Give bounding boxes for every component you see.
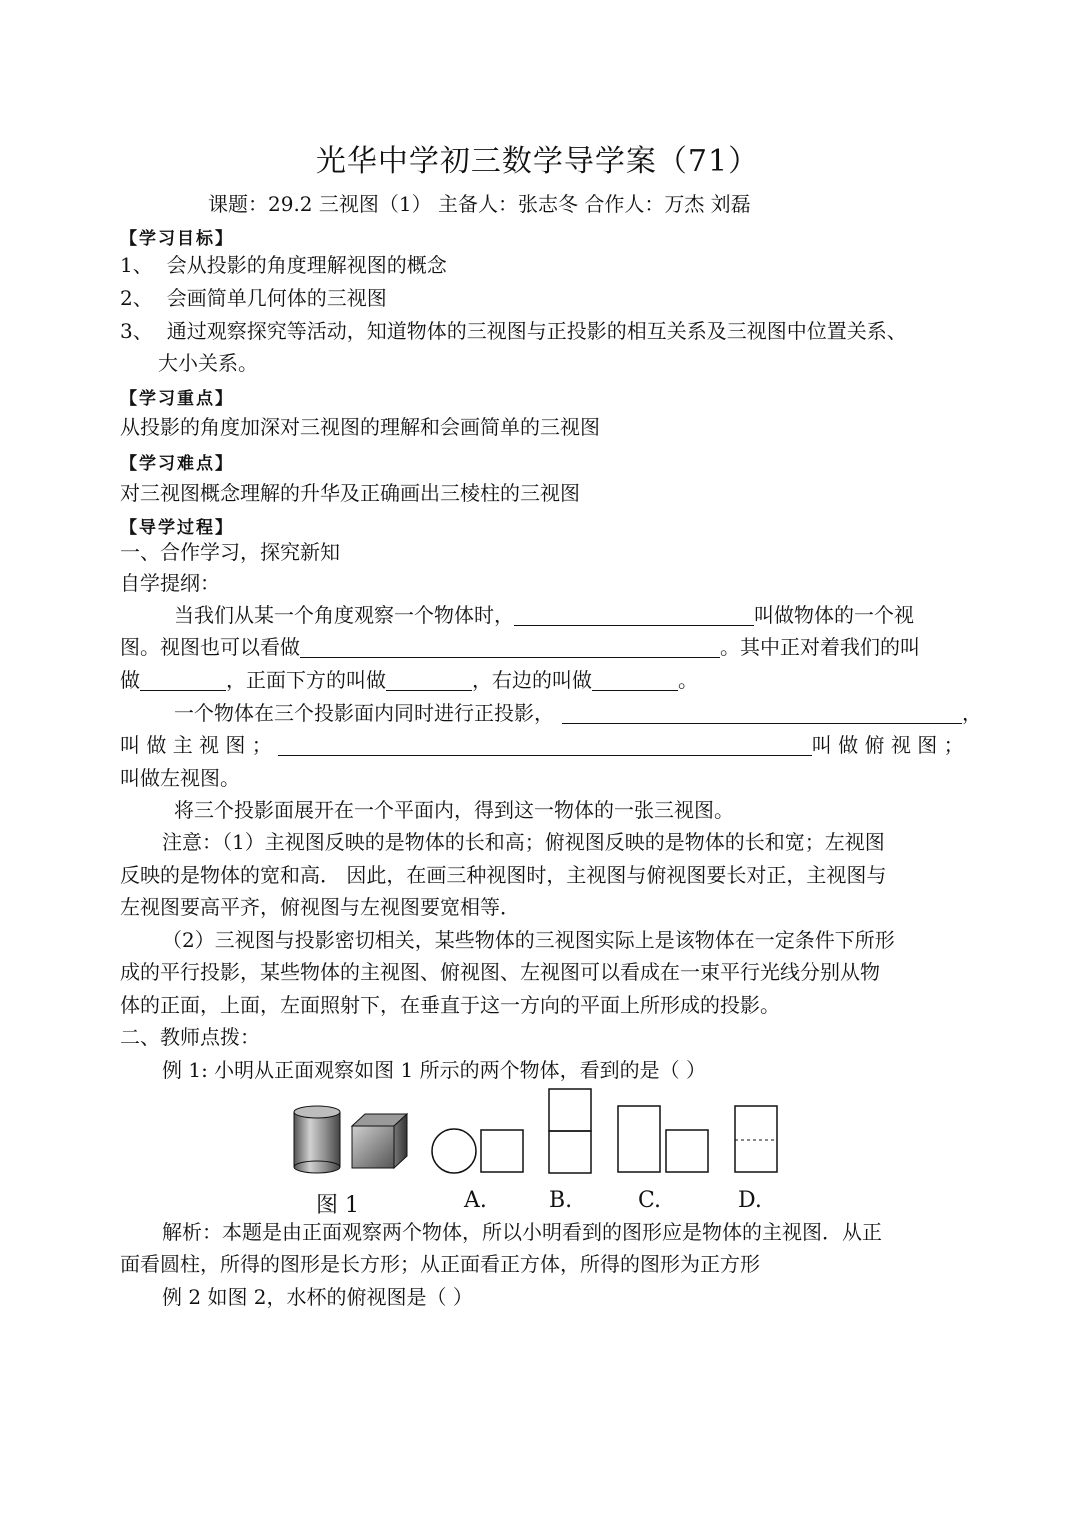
option-d-label[interactable]: D. bbox=[738, 1188, 762, 1213]
option-b-figure bbox=[549, 1089, 591, 1173]
part1-heading: 一、合作学习，探究新知 bbox=[120, 540, 340, 564]
text-segment: 。 bbox=[678, 668, 698, 692]
note-line-4: （2）三视图与投影密切相关，某些物体的三视图实际上是该物体在一定条件下所形 bbox=[162, 928, 895, 952]
difficulty-header: 【学习难点】 bbox=[120, 454, 234, 474]
text-segment: 图。视图也可以看做 bbox=[120, 635, 300, 659]
option-d-figure bbox=[735, 1106, 777, 1172]
option-c-figure bbox=[618, 1106, 708, 1172]
option-c-label[interactable]: C. bbox=[638, 1188, 662, 1213]
paragraph-unfold: 将三个投影面展开在一个平面内，得到这一物体的一张三视图。 bbox=[174, 798, 734, 822]
goal-num: 2、 bbox=[120, 286, 153, 310]
page-title: 光华中学初三数学导学案（71） bbox=[315, 144, 760, 179]
text-segment: 。其中正对着我们的叫 bbox=[720, 635, 920, 659]
text-segment: ， bbox=[962, 701, 982, 725]
goals-header: 【学习目标】 bbox=[120, 229, 234, 249]
option-a-figure bbox=[432, 1129, 523, 1173]
analysis-line-2: 面看圆柱，所得的图形是长方形；从正面看正方体，所得的图形为正方形 bbox=[120, 1252, 760, 1276]
option-b-label[interactable]: B. bbox=[549, 1188, 573, 1213]
lesson-subtitle: 课题：29.2 三视图（1） 主备人：张志冬 合作人：万杰 刘磊 bbox=[208, 192, 751, 216]
goal-text: 会画简单几何体的三视图 bbox=[166, 286, 387, 310]
goal-item-3-continued: 大小关系。 bbox=[158, 351, 258, 375]
key-points-text: 从投影的角度加深对三视图的理解和会画简单的三视图 bbox=[120, 415, 600, 439]
text-segment: ，正面下方的叫做 bbox=[226, 668, 386, 692]
analysis-line-1: 解析：本题是由正面观察两个物体，所以小明看到的图形应是物体的主视图．从正 bbox=[162, 1220, 882, 1244]
fill-line-6: 叫做左视图。 bbox=[120, 766, 240, 790]
process-header: 【导学过程】 bbox=[120, 518, 234, 538]
text-segment: 做 bbox=[120, 668, 140, 692]
cube-object bbox=[352, 1114, 407, 1168]
outline-label: 自学提纲： bbox=[120, 571, 220, 595]
note-line-1: 注意：（1）主视图反映的是物体的长和高；俯视图反映的是物体的长和宽；左视图 bbox=[162, 830, 885, 854]
example-2: 例 2 如图 2，水杯的俯视图是（ ） bbox=[162, 1285, 473, 1309]
text-segment: 叫 做 俯 视 图 ； bbox=[811, 733, 964, 757]
key-points-header: 【学习重点】 bbox=[120, 389, 234, 409]
cylinder-object bbox=[294, 1106, 340, 1173]
goal-text: 通过观察探究等活动，知道物体的三视图与正投影的相互关系及三视图中位置关系、 bbox=[166, 319, 907, 343]
option-a-label[interactable]: A. bbox=[464, 1188, 487, 1213]
note-line-2: 反映的是物体的宽和高． 因此，在画三种视图时，主视图与俯视图要长对正，主视图与 bbox=[120, 863, 887, 887]
goal-num: 3、 bbox=[120, 319, 153, 343]
figure-1-label: 图 1 bbox=[316, 1193, 359, 1218]
example-1: 例 1: 小明从正面观察如图 1 所示的两个物体，看到的是（ ） bbox=[162, 1058, 706, 1082]
goal-text: 会从投影的角度理解视图的概念 bbox=[166, 253, 447, 277]
text-segment: 叫做物体的一个视 bbox=[754, 603, 914, 627]
difficulty-text: 对三视图概念理解的升华及正确画出三棱柱的三视图 bbox=[120, 481, 580, 505]
note-line-6: 体的正面，上面，左面照射下，在垂直于这一方向的平面上所形成的投影。 bbox=[120, 993, 780, 1017]
note-line-5: 成的平行投影，某些物体的主视图、俯视图、左视图可以看成在一束平行光线分别从物 bbox=[120, 960, 880, 984]
text-segment: 一个物体在三个投影面内同时进行正投影， bbox=[174, 701, 554, 725]
note-line-3: 左视图要高平齐，俯视图与左视图要宽相等． bbox=[120, 895, 520, 919]
text-segment: ，右边的叫做 bbox=[472, 668, 592, 692]
text-segment: 叫 做 主 视 图 ； bbox=[120, 733, 272, 757]
goal-num: 1、 bbox=[120, 253, 153, 277]
text-segment: 当我们从某一个角度观察一个物体时， bbox=[174, 603, 514, 627]
part2-heading: 二、教师点拨： bbox=[120, 1025, 260, 1049]
